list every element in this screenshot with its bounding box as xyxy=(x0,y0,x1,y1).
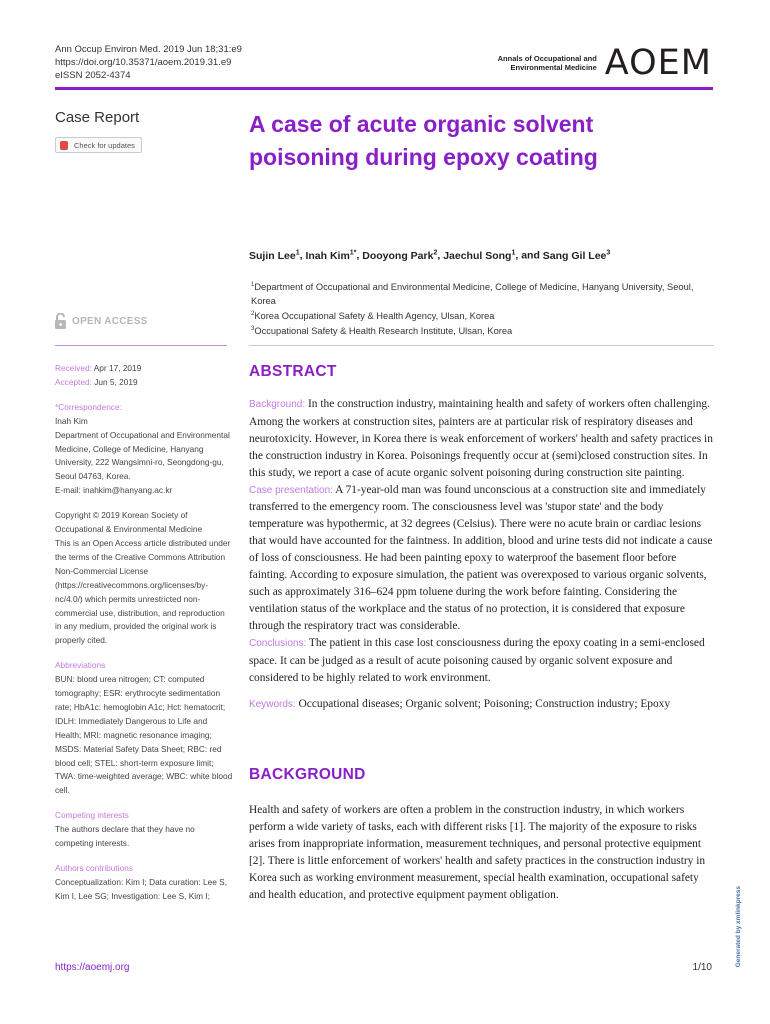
background-label: Background: xyxy=(249,399,306,410)
competing-interests-block xyxy=(55,809,233,851)
check-for-updates-label: Check for updates xyxy=(74,140,135,150)
author[interactable]: Sujin Lee$^1$ xyxy=(249,249,300,262)
citation-block xyxy=(55,43,242,82)
abbreviations-label: Abbreviations xyxy=(55,660,106,671)
abstract-section xyxy=(249,363,715,714)
dates xyxy=(55,362,233,390)
abstract-background xyxy=(249,396,715,482)
aoem-logo: AOEM xyxy=(604,43,712,83)
copyright: Copyright © 2019 Korean Society of Occupational & Environmental Medicine xyxy=(55,510,203,535)
accepted-date: Jun 5, 2019 xyxy=(94,376,138,387)
correspondence-email[interactable]: E-mail: inahkim@hanyang.ac.kr xyxy=(55,485,173,496)
correspondence xyxy=(55,401,233,498)
copyright-block xyxy=(55,509,233,648)
contributions-block xyxy=(55,862,233,904)
author-list: Sujin Lee$^1$, Inah Kim$^{1*}$, Dooyong Park$^2$, Jaechul Song$^1$, and Sang Gil Lee$^3$ xyxy=(249,249,611,262)
updates-icon xyxy=(60,141,68,150)
generator-note: Generated by xmlinkpress xyxy=(735,886,742,968)
page-number: 1/10 xyxy=(692,962,712,973)
background-text: Health and safety of workers are often a problem in the construction industry, in which workers perform a wide variety of tasks, each with different risks [1]. The majority of the exposure to risks arises from inappropriate information, measurement techniques, and personal protective equipment [2]. There is little enforcement of workers' health and safety practices in the construction industry in Korea such as working environment measurement, special health examination, occupational safety and health education, and protective equipment payment obligation. xyxy=(249,804,706,901)
received-label: Received: xyxy=(55,363,92,373)
keywords-label: Keywords: xyxy=(249,699,296,711)
title-line1: A case of acute organic solvent xyxy=(249,111,594,137)
competing-interests: The authors declare that they have no competing interests. xyxy=(55,824,195,849)
check-for-updates-button[interactable] xyxy=(55,137,142,153)
author[interactable]: Jaechul Song$^1$ xyxy=(443,249,516,262)
authors-and: and xyxy=(521,249,540,262)
abstract-heading: ABSTRACT xyxy=(249,363,337,380)
conclusions-label: Conclusions: xyxy=(249,637,307,649)
article-title xyxy=(249,108,709,174)
background-text: In the construction industry, maintaining health and safety of workers often challenging. Among the workers at construction sites, painters are at particular risk of respiratory diseases and neurotoxicity. However, in Korea there is weak enforcement of workers' health and safety practices in the construction industry in Korea. Poisonings frequently occur at (semi)closed construction sites. In this study, we report a case of acute organic solvent poisoning during construction site painting. xyxy=(249,398,713,479)
background-heading: BACKGROUND xyxy=(249,766,366,783)
competing-label: Competing interests xyxy=(55,810,129,821)
correspondence-label: *Correspondence: xyxy=(55,401,122,412)
correspondence-address: Department of Occupational and Environmental Medicine, College of Medicine, Hanyang University, 222 Wangsimni-ro, Seongdong-gu, Seoul 04763, Korea. xyxy=(55,429,230,482)
case-label: Case presentation: xyxy=(249,484,333,496)
journal-name xyxy=(498,54,597,72)
contributions-label: Authors contributions xyxy=(55,863,133,873)
abstract-case xyxy=(249,482,715,635)
abstract-rule xyxy=(249,345,714,346)
eissn: eISSN 2052-4374 xyxy=(55,70,131,81)
abbreviations: BUN: blood urea nitrogen; CT: computed tomography; ESR: erythrocyte sedimentation rate; HbA1c: hemoglobin A1c; Hct: hematocrit; IDLH: Immediately Dangerous to Life and Health; MRI: magnetic resonance imaging; MSDS: Material Safety Data Sheet; RBC: red blood cell; STEL: short-term exposure limit; TWA: time-weighted average; WBC: white blood cell. xyxy=(55,674,233,796)
author[interactable]: Dooyong Park$^2$ xyxy=(362,249,438,262)
received-date: Apr 17, 2019 xyxy=(93,363,142,373)
abbreviations-block xyxy=(55,659,233,798)
title-line2: poisoning during epoxy coating xyxy=(249,144,598,170)
correspondence-name: Inah Kim xyxy=(55,415,88,426)
journal-name-line2: Environmental Medicine xyxy=(510,63,597,72)
accepted-label: Accepted: xyxy=(55,376,92,387)
open-access-badge xyxy=(55,313,148,329)
keywords-text: Occupational diseases; Organic solvent; Poisoning; Construction industry; Epoxy xyxy=(298,698,671,711)
footer-link[interactable]: https://aoemj.org xyxy=(55,962,130,973)
affiliations xyxy=(249,279,719,339)
doi-link[interactable]: https://doi.org/10.35371/aoem.2019.31.e9 xyxy=(55,57,232,68)
background-section xyxy=(249,766,715,903)
case-text: A 71-year-old man was found unconscious at a construction site and immediately transferred to the emergency room. The consciousness level was 'stupor state' and the body temperature was hypothermic, at 32 degrees (Celsius). There were no acute brain or cardiac lesions that would have accounted for the faintness. In addition, blood and urine tests did not indicate a cause of loss of consciousness. He had been painting epoxy to waterproof the basement floor before fainting. According to exposure simulation, the patient was overexposed to various organic solvents, such as approximately 316–624 ppm toluene during the work before fainting. Considering the ventilation status of the workplace and the status of no protection, it is considered that exposure through the respiratory tract was considerable. xyxy=(249,483,713,632)
affiliation: $^3$Occupational Safety & Health Research Institute, Ulsan, Korea xyxy=(251,326,513,337)
abstract-conclusions xyxy=(249,635,715,687)
journal-brand xyxy=(497,43,712,83)
open-access-label: OPEN ACCESS xyxy=(72,315,148,327)
license: This is an Open Access article distributed under the terms of the Creative Commons Attribution Non-Commercial License (https://creativecommons.org/licenses/by-nc/4.0/) which permits unrestricted non-commercial use, distribution, and reproduction in any medium, provided the original work is properly cited. xyxy=(55,537,231,646)
author[interactable]: Sang Gil Lee$^3$ xyxy=(542,249,611,262)
sidebar xyxy=(55,362,233,915)
affiliation: $^1$Department of Occupational and Environmental Medicine, College of Medicine, Hanyang University, Seoul, Korea xyxy=(251,282,694,306)
sidebar-rule xyxy=(55,345,227,346)
open-lock-icon xyxy=(55,313,66,329)
abstract-body xyxy=(249,396,715,714)
contributions: Conceptualization: Kim I; Data curation: Lee S, Kim I, Lee SG; Investigation: Lee S, Kim I; xyxy=(55,876,228,901)
author[interactable]: Inah Kim$^{1*}$ xyxy=(305,249,357,262)
header-rule xyxy=(55,87,713,90)
affiliation: $^2$Korea Occupational Safety & Health Agency, Ulsan, Korea xyxy=(251,310,495,321)
journal-citation: Ann Occup Environ Med. 2019 Jun 18;31:e9 xyxy=(55,44,242,55)
keywords xyxy=(249,696,715,714)
conclusions-text: The patient in this case lost consciousness during the epoxy coating in a semi-enclosed space. It can be judged as a result of acute poisoning caused by organic solvent exposure and considered to be highly related to work environment. xyxy=(249,636,705,684)
journal-name-line1: Annals of Occupational and xyxy=(497,54,597,63)
article-type: Case Report xyxy=(55,109,140,126)
